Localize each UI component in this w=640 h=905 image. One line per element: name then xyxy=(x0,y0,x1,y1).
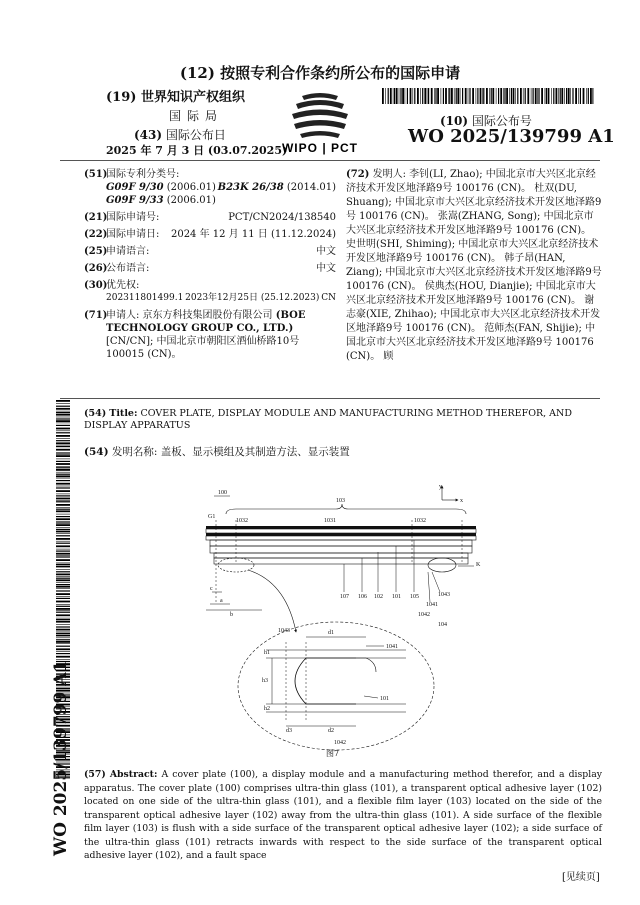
dim-d1: d1 xyxy=(328,630,334,636)
ref-1032-right: 1032 xyxy=(414,518,426,524)
wipo-emblem-icon xyxy=(292,93,348,138)
ipc-class-3-date: (2006.01) xyxy=(166,195,216,206)
bibliographic-data xyxy=(84,168,336,365)
application-number: PCT/CN2024/138540 xyxy=(228,212,336,223)
title-cn-value: 盖板、显示模组及其制造方法、显示装置 xyxy=(160,446,350,458)
publication-language: 中文 xyxy=(316,263,336,274)
field-26-label: 公布语言: xyxy=(106,263,150,274)
org-number: (19) xyxy=(106,90,137,105)
applicant-address: [CN/CN]; 中国北京市朝阳区酒仙桥路10号 100015 (CN)。 xyxy=(106,336,300,360)
ipc-class-2: B23K 26/38 xyxy=(217,182,284,193)
continued-note: [见续页] xyxy=(562,872,600,883)
wipo-logo xyxy=(272,90,368,156)
dim-d2: d2 xyxy=(328,728,334,734)
filing-language: 中文 xyxy=(316,246,336,257)
dim-h1: h1 xyxy=(264,650,270,656)
field-25-number: (25) xyxy=(84,246,108,257)
applicant-name-en: (BOE TECHNOLOGY GROUP CO., LTD.) xyxy=(106,310,306,334)
zoom-ref-1041: 1041 xyxy=(386,644,398,650)
publication-number: WO 2025/139799 A1 xyxy=(408,126,615,147)
ipc-class-1-date: (2006.01) xyxy=(166,182,216,193)
abstract-number: (57) xyxy=(84,769,106,780)
ref-k: K xyxy=(476,562,481,568)
ref-105: 105 xyxy=(410,594,419,600)
ipc-class-2-date: (2014.01) xyxy=(286,182,336,193)
field-26-number: (26) xyxy=(84,263,108,274)
document-heading: (12) 按照专利合作条约所公布的国际申请 xyxy=(179,64,461,82)
ref-107: 107 xyxy=(340,594,349,600)
field-22-label: 国际申请日: xyxy=(106,229,160,240)
ref-100: 100 xyxy=(218,490,227,496)
ref-g1: G1 xyxy=(208,514,216,520)
abstract-text: A cover plate (100), a display module and a manufacturing method therefor, and a display apparatus. The cover plate (100) comprises ultra-thin glass (101), a transparent optical adhesive layer (102) located on one side of the ultra-thin glass (101), and a flexible film layer (103) located on the side of the transparent optical adhesive layer (102) away from the ultra-thin glass (101). A side surface of the flexible film layer (103) is flush with a side surface of the transparent optical adhesive layer (102); a side surface of the ultra-thin glass (101) retracts inwards with respect to the side surface of the transparent optical adhesive layer (102), and a fault space xyxy=(84,769,603,861)
field-26 xyxy=(84,262,336,275)
axis-y-label: y xyxy=(439,484,442,490)
field-21 xyxy=(84,211,336,224)
ref-1031: 1031 xyxy=(324,518,336,524)
field-30-label: 优先权: xyxy=(106,280,140,291)
title-en-block xyxy=(84,408,602,432)
applicant-name-cn: 申请人: 京东方科技集团股份有限公司 xyxy=(106,310,273,321)
side-publication-stamp: WO 2025/139799 A1 xyxy=(51,660,71,856)
ref-102: 102 xyxy=(374,594,383,600)
ref-106: 106 xyxy=(358,594,367,600)
field-51-label: 国际专利分类号: xyxy=(106,169,180,180)
zoom-ref-1042: 1042 xyxy=(334,740,346,746)
priority-country: CN xyxy=(321,293,336,303)
patent-figure xyxy=(196,482,486,760)
ref-1042: 1042 xyxy=(418,612,430,618)
abstract-label: Abstract: xyxy=(109,769,158,780)
field-21-number: (21) xyxy=(84,212,108,223)
field-21-label: 国际申请号: xyxy=(106,212,160,223)
title-en-value: COVER PLATE, DISPLAY MODULE AND MANUFACTURING METHOD THEREFOR, AND DISPLAY APPARATUS xyxy=(84,408,572,431)
zoom-ref-1043: 1043 xyxy=(278,628,290,634)
dim-c: c xyxy=(210,586,213,592)
pubdate-number: (43) xyxy=(134,128,163,142)
barcode-top xyxy=(382,88,594,104)
axis-x-label: x xyxy=(460,498,463,504)
dim-a: a xyxy=(220,598,223,604)
dim-h3: h3 xyxy=(262,678,268,684)
field-25 xyxy=(84,245,336,258)
field-51 xyxy=(84,168,336,207)
right-detail-ellipse xyxy=(428,558,456,572)
title-cn-block xyxy=(84,444,350,459)
inventors-block xyxy=(346,168,602,364)
field-71 xyxy=(84,309,336,361)
priority-number: 202311801499.1 xyxy=(106,293,184,303)
priority-date: 2023年12月25日 (25.12.2023) xyxy=(185,293,320,303)
title-en-label: Title: xyxy=(109,408,138,419)
biblio-divider xyxy=(60,398,600,399)
field-22-number: (22) xyxy=(84,229,108,240)
wipo-pct-text: WIPO | PCT xyxy=(281,141,359,155)
field-30 xyxy=(84,279,336,305)
ref-101: 101 xyxy=(392,594,401,600)
pubdate-label-row xyxy=(134,126,226,143)
field-71-number: (71) xyxy=(84,310,108,321)
filing-date: 2024 年 12 月 11 日 (11.12.2024) xyxy=(170,229,336,240)
pubdate-value: 2025 年 7 月 3 日 (03.07.2025) xyxy=(106,144,288,157)
pubdate-label: 国际公布日 xyxy=(165,128,226,142)
title-cn-label: 发明名称: xyxy=(111,446,158,458)
title-cn-number: (54) xyxy=(84,446,109,458)
dim-d3: d3 xyxy=(286,728,292,734)
office-block xyxy=(106,86,256,124)
ref-1043: 1043 xyxy=(438,592,450,598)
header-divider xyxy=(60,160,600,161)
field-72-number: (72) xyxy=(346,169,370,180)
pubno-number: (10) xyxy=(440,114,469,128)
zoom-detail-ellipse xyxy=(238,622,434,750)
dim-h2: h2 xyxy=(264,706,270,712)
ref-1041: 1041 xyxy=(426,602,438,608)
dim-b: b xyxy=(230,612,233,618)
field-51-number: (51) xyxy=(84,169,108,180)
field-30-number: (30) xyxy=(84,280,108,291)
ref-103: 103 xyxy=(336,498,345,504)
ipc-class-3: G09F 9/33 xyxy=(106,195,164,206)
ref-1032-left: 1032 xyxy=(236,518,248,524)
ipc-class-1: G09F 9/30 xyxy=(106,182,164,193)
org-bureau: 国际局 xyxy=(168,109,223,123)
field-22 xyxy=(84,228,336,241)
zoom-ref-101: 101 xyxy=(380,696,389,702)
inventors-text: 发明人: 李钊(LI, Zhao); 中国北京市大兴区北京经济技术开发区地泽路9号 100176 (CN)。 杜双(DU, Shuang); 中国北京市大兴区北京经济技术开发区地泽路9号 100176 (CN)。 张嵩(ZHANG, Song); 中国北京市大兴区北京经济技术开发区地泽路9号 100176 (CN)。 史世明(SHI, Shiming); 中国北京市大兴区北京经济技术开发区地泽路9号 100176 (CN)。 韩子昂(HAN, Ziang); 中国北京市大兴区北京经济技术开发区地泽路9号 100176 (CN)。 侯典杰(HOU, Dianjie); 中国北京市大兴区北京经济技术开发区地泽路9号 100176 (CN)。 谢志豪(XIE, Zhihao); 中国北京市大兴区北京经济技术开发区地泽路9号 100176 (CN)。 范师杰(FAN, Shijie); 中国北京市大兴区北京经济技术开发区地泽路9号 100176 (CN)。 顾 xyxy=(346,169,602,362)
abstract-block xyxy=(84,768,602,863)
ref-104: 104 xyxy=(438,622,447,628)
org-name: 世界知识产权组织 xyxy=(140,90,245,105)
figure-caption: 图7 xyxy=(326,749,340,758)
title-en-number: (54) xyxy=(84,408,107,419)
field-25-label: 申请语言: xyxy=(106,246,150,257)
pubno-label: 国际公布号 xyxy=(471,114,532,128)
